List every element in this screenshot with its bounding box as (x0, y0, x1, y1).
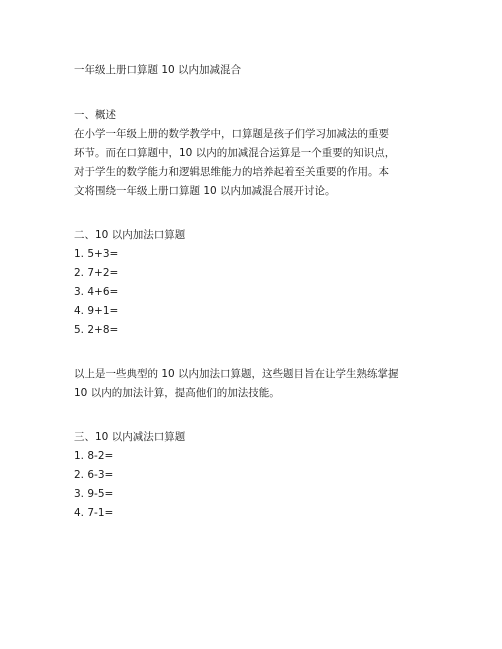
section-heading-addition: 二、10 以内加法口算题 (74, 229, 186, 241)
overview-paragraph-line: 在小学一年级上册的数学教学中，口算题是孩子们学习加减法的重要 (74, 128, 389, 140)
addition-summary-line: 10 以内的加法计算，提高他们的加法技能。 (74, 387, 280, 399)
overview-paragraph-line: 对于学生的数学能力和逻辑思维能力的培养起着至关重要的作用。本 (74, 166, 389, 178)
addition-item: 1. 5+3= (74, 248, 119, 260)
addition-item: 2. 7+2= (74, 267, 119, 279)
section-heading-overview: 一、概述 (74, 109, 116, 121)
addition-item: 5. 2+8= (74, 324, 119, 336)
subtraction-item: 2. 6-3= (74, 469, 114, 481)
subtraction-item: 3. 9-5= (74, 488, 114, 500)
addition-item: 4. 9+1= (74, 305, 119, 317)
addition-summary-line: 以上是一些典型的 10 以内加法口算题，这些题目旨在让学生熟练掌握 (74, 368, 399, 380)
section-heading-subtraction: 三、10 以内减法口算题 (74, 431, 186, 443)
overview-paragraph-line: 文将围绕一年级上册口算题 10 以内加减混合展开讨论。 (74, 185, 336, 197)
addition-item: 3. 4+6= (74, 286, 119, 298)
subtraction-item: 4. 7-1= (74, 507, 114, 519)
subtraction-item: 1. 8-2= (74, 450, 114, 462)
document-title: 一年级上册口算题 10 以内加减混合 (74, 64, 242, 76)
overview-paragraph-line: 环节。而在口算题中，10 以内的加减混合运算是一个重要的知识点， (74, 147, 396, 159)
